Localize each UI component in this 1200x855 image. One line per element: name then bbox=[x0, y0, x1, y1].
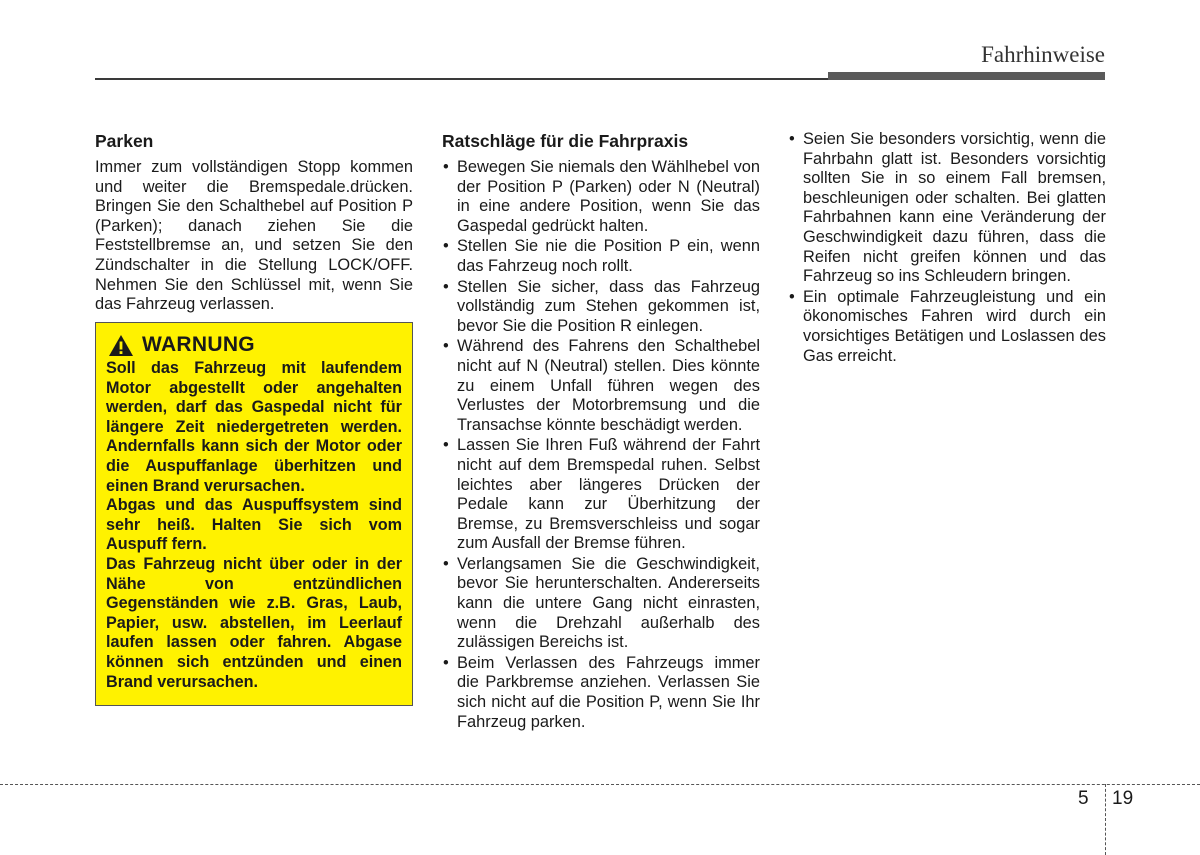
section-title: Fahrhinweise bbox=[981, 42, 1105, 67]
ratschlaege-heading: Ratschläge für die Fahrpraxis bbox=[442, 131, 689, 151]
column-3 bbox=[788, 130, 1106, 367]
warning-box bbox=[95, 322, 413, 706]
list-item: • Stellen Sie nie die Position P ein, wenn das Fahrzeug noch rollt. bbox=[442, 237, 760, 276]
list-item: • Seien Sie besonders vorsichtig, wenn die Fahrbahn glatt ist. Besonders vorsichtig sollten Sie in so einem Fall bremsen, beschleunigen oder schalten. Bei glatten Fahrbahnen kann eine Veränderung der Geschwindigkeit dazu führen, dass die Reifen nicht greifen können und das Fahrzeug so ins Schleudern bringen. bbox=[788, 130, 1106, 287]
header-rule-accent bbox=[828, 72, 1105, 80]
page-number-divider bbox=[1105, 784, 1106, 855]
warning-header bbox=[106, 333, 402, 357]
column-ratschlaege bbox=[442, 130, 760, 733]
column-parken bbox=[95, 130, 413, 315]
header-rule bbox=[95, 78, 830, 80]
chapter-number: 5 bbox=[1078, 788, 1089, 809]
footer-divider bbox=[0, 784, 1200, 785]
parken-text: Immer zum vollständigen Stopp kommen und weiter die Bremspedale.drücken. Bringen Sie den Schalthebel auf Position P (Parken); danach ziehen Sie die Feststellbremse an, und setzen Sie den Zündschalter in die Stellung LOCK/OFF. Nehmen Sie den Schlüssel mit, wenn Sie das Fahrzeug verlassen. bbox=[95, 158, 413, 314]
ratschlaege-list bbox=[442, 158, 760, 732]
tips-list bbox=[788, 130, 1106, 366]
warning-paragraph: Das Fahrzeug nicht über oder in der Nähe von entzündlichen Gegenständen wie z.B. Gras, Laub, Papier, usw. abstellen, im Leerlauf laufen lassen oder fahren. Abgase können sich entzünden und einen Brand verursachen. bbox=[106, 554, 402, 691]
list-item: • Ein optimale Fahrzeugleistung und ein ökonomisches Fahren wird durch ein vorsichtiges Betätigen und Loslassen des Gas erreicht. bbox=[788, 288, 1106, 366]
parken-heading: Parken bbox=[95, 131, 154, 151]
warning-title: WARNUNG bbox=[142, 333, 255, 356]
list-item: • Beim Verlassen des Fahrzeugs immer die Parkbremse anziehen. Verlassen Sie sich nicht auf die Position P, wenn Sie Ihr Fahrzeug parken. bbox=[442, 654, 760, 732]
warning-paragraph: Abgas und das Auspuffsystem sind sehr heiß. Halten Sie sich vom Auspuff fern. bbox=[106, 496, 402, 554]
warning-paragraph: Soll das Fahrzeug mit laufendem Motor abgestellt oder angehalten werden, darf das Gaspedal nicht für längere Zeit niedergetreten werden. Andernfalls kann sich der Motor oder die Auspuffanlage überhitzen und einen Brand verursachen. bbox=[106, 359, 402, 495]
list-item: • Stellen Sie sicher, dass das Fahrzeug vollständig zum Stehen gekommen ist, bevor Sie die Position R einlegen. bbox=[442, 278, 760, 337]
list-item: • Verlangsamen Sie die Geschwindigkeit, bevor Sie herunterschalten. Andererseits kann die untere Gang nicht einrasten, wenn die Drehzahl außerhalb des zulässigen Bereichs ist. bbox=[442, 555, 760, 653]
list-item: • Während des Fahrens den Schalthebel nicht auf N (Neutral) stellen. Dies könnte zu einem Unfall führen wegen des Verlustes der Motorbremsung und die Transachse könnte beschädigt werden. bbox=[442, 337, 760, 435]
warning-triangle-icon bbox=[108, 334, 134, 357]
list-item: • Lassen Sie Ihren Fuß während der Fahrt nicht auf dem Bremspedal ruhen. Selbst leichtes aber längeres Drücken der Pedale kann zur Überhitzung der Bremse, zu Bremsverschleiss und sogar zum Ausfall der Bremse führen. bbox=[442, 436, 760, 554]
page-number: 19 bbox=[1112, 788, 1134, 809]
list-item: • Bewegen Sie niemals den Wählhebel von der Position P (Parken) oder N (Neutral) in eine andere Position, wenn Sie das Gaspedal gedrückt halten. bbox=[442, 158, 760, 236]
